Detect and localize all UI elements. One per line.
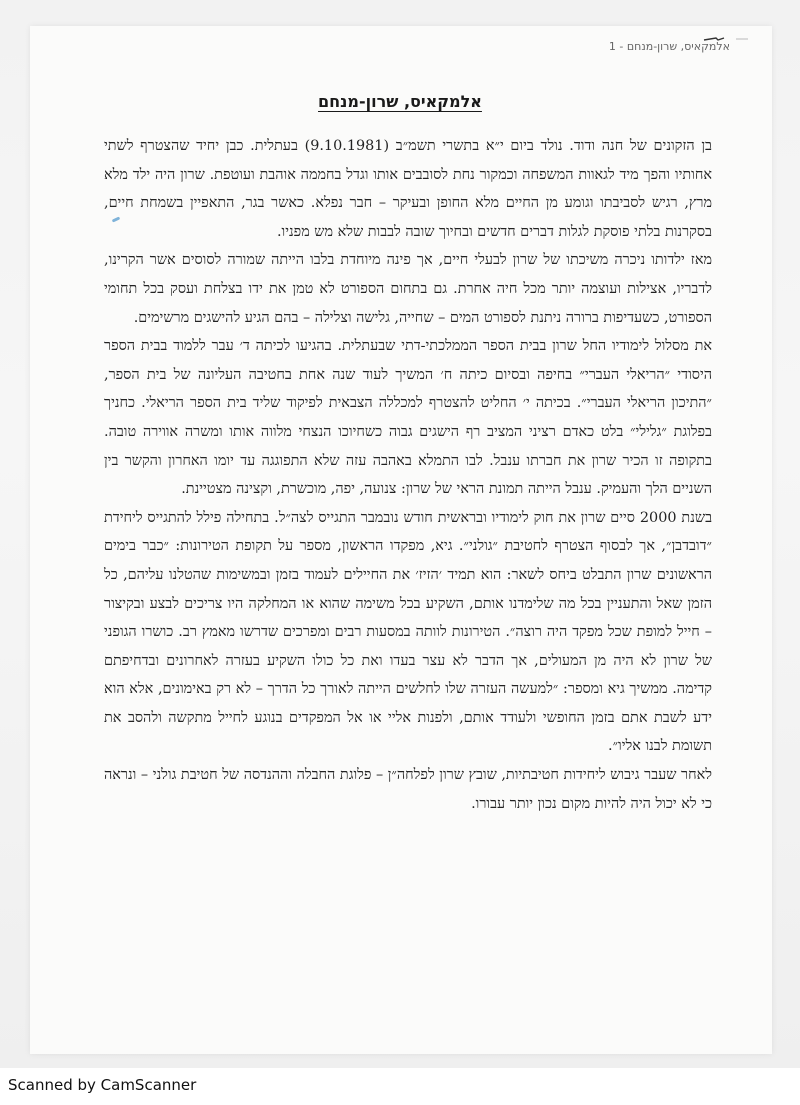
paragraph-5: לאחר שעבר גיבוש ליחידות חטיבתיות, שובץ שרון לפלחה״ן – פלוגת החבלה וההנדסה של חטיבת גולני – ונראה כי לא יכול היה להיות מקום נכון יותר עבורו. bbox=[104, 767, 712, 812]
paragraph-2: מאז ילדותו ניכרה משיכתו של שרון לבעלי חיים, אך פינה מיוחדת בלבו הייתה שמורה לסוסים אשר הקרינו, לדבריו, אצילות ועוצמה יותר מכל חיה אחרת. גם בתחום הספורט לא טמן את ידו בצלחת ועסק בכל תחומי הספורט, כשעדיפות ברורה ניתנת לספורט המים – שחייה, גלישה וצלילה – בהם הגיע להישגים מרשימים. bbox=[104, 252, 712, 326]
paragraph-4: בשנת 2000 סיים שרון את חוק לימודיו ובראשית חודש נובמבר התגייס לצה״ל. בתחילה פילל להתגייס ליחידת ״דובדבן״, אך לבסוף הצטרף לחטיבת ״גולני״. גיא, מפקדו הראשון, מספר על תקופת הטירונות: ״כבר בימים הראשונים שרון התבלט ביחס לשאר: הוא תמיד ׳הזיז׳ את החיילים לעמוד בזמן ובמשימות שהטלנו עליהם, כל הזמן שאל והתעניין בכל מה שלימדנו אותם, השקיע בכל משימה שהוא או המחלקה היו צריכים לבצע ובקיצור – חייל למופת שכל מפקד היה רוצה״. הטירונות לוותה במסעות רבים ומפרכים שדרשו מאמץ רב. כושרו הגופני של שרון לא היה מן המעולים, אך הדבר לא עצר בעדו ואת כל כולו השקיע בעזרה לאחרונים ובדחיפתם קדימה. ממשיך גיא ומספר: ״למעשה העזרה שלו לחלשים הייתה לאורך כל הדרך – לא רק באימונים, אלא הוא ידע לשבת אתם בזמן החופשי ולעודד אותם, ולפנות אליי או אל המפקדים בנוגע לחייל מתקשה ולהסב את תשומת לבנו אליו״. bbox=[104, 509, 713, 755]
paragraph-3: את מסלול לימודיו החל שרון בבית הספר הממלכתי-דתי שבעתלית. בהגיעו לכיתה ד׳ עבר ללמוד בבית הספר היסודי ״הריאלי העברי״ בחיפה ובסיום כיתה ח׳ המשיך לעוד שנה אחת בחטיבה העליונה של בית הספר, ״התיכון הריאלי העברי״. בכיתה י׳ החליט להצטרף למכללה הצבאית לפיקוד שליד בית הספר הריאלי. כחניך בפלוגת ״גלילי״ בלט כאדם רציני המציב רף הישגים גבוה כשחיוכו הנצחי מלווה אותו ומשרה אווירה טובה. בתקופה זו הכיר שרון את חברתו ענבל. לבו התמלא באהבה עזה שלא התפוגגה עד יומו האחרון והקשר בין השניים הלך והעמיק. ענבל הייתה תמונת הראי של שרון: צנועה, יפה, מוכשרת, וקצינה מצטיינת. bbox=[104, 338, 712, 498]
paragraph-1: בן הזקונים של חנה ודוד. נולד ביום י״א בתשרי תשמ״ב (9.10.1981) בעתלית. כבן יחיד שהצטרף לשתי אחותיו והפך מיד לגאוות המשפחה וכמקור נחת לסובבים אותו וגדל בחממה אוהבת ועוטפת. שרון היה ילד מלא מרץ, רגיש לסביבתו וגומע מן החיים מלא החופן ובעיקר – חבר נפלא. כאשר בגר, התאפיין בשמחת חיים, בסקרנות בלתי פוסקת לגלות דברים חדשים ובחיוך שובה לבבות שלא מש מפניו. bbox=[104, 138, 712, 240]
body-text bbox=[104, 132, 712, 818]
scanner-credit: Scanned by CamScanner bbox=[8, 1076, 197, 1094]
running-head: אלמקאיס, שרון-מנחם - 1 bbox=[608, 40, 730, 53]
page-title: אלמקאיס, שרון-מנחם bbox=[318, 92, 482, 111]
